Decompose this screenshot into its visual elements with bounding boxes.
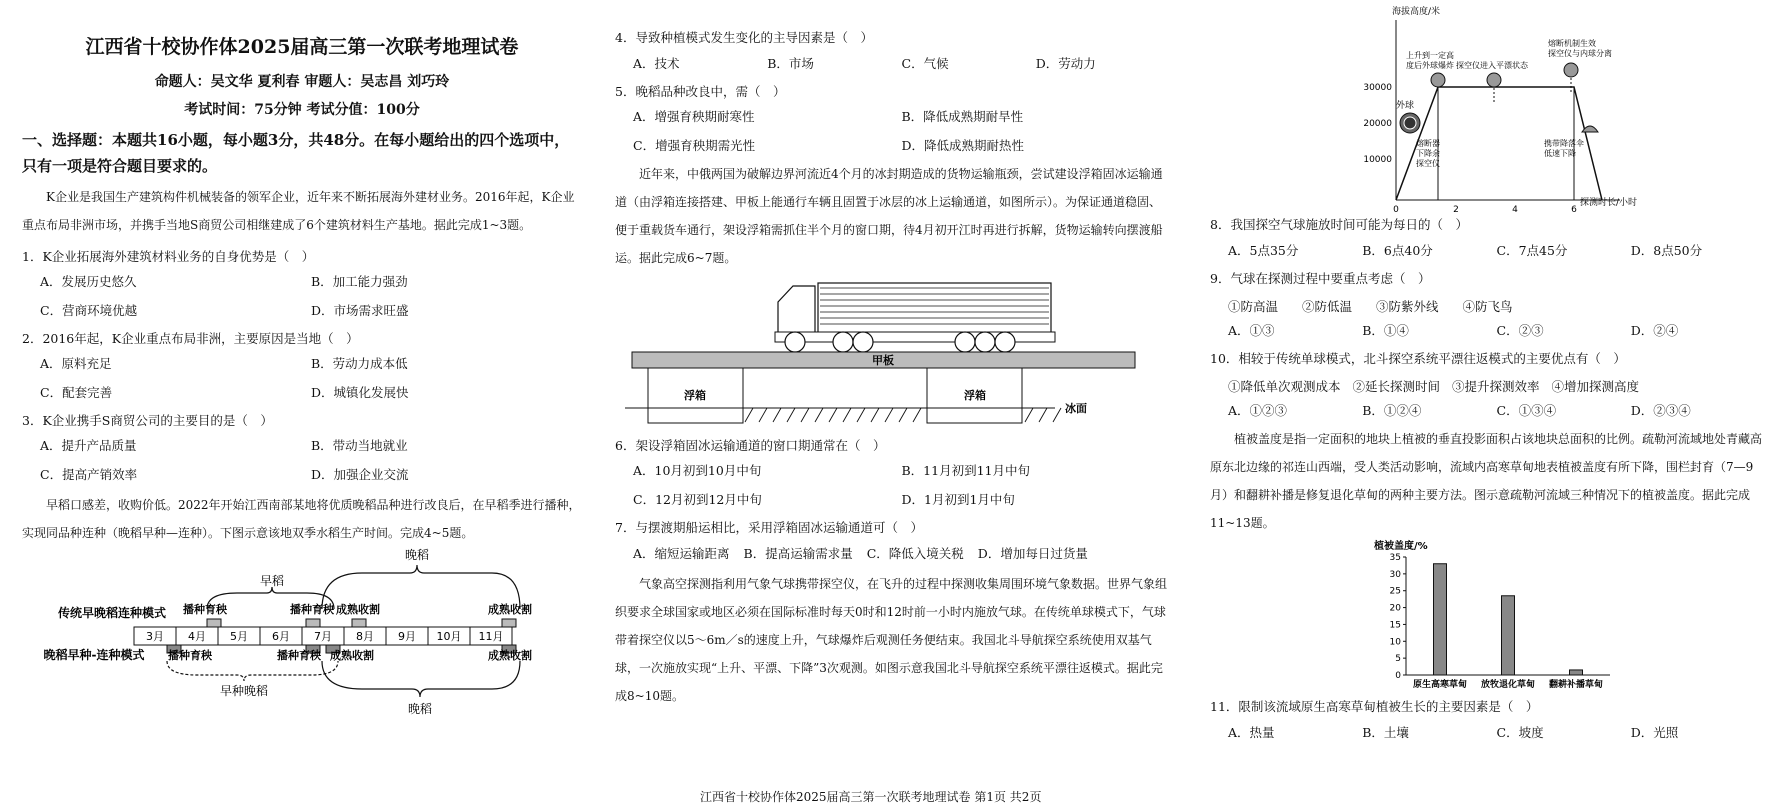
label-early-late-rice: 早种晚稻 (219, 684, 269, 698)
exam-info: 考试时间：75分钟 考试分值：100分 (184, 102, 420, 118)
passage-vegetation: 植被盖度是指一定面积的地块上植被的垂直投影面积占该地块总面积的比例。疏勒河流域地处青藏高原东北边缘的祁连山西端，受人类活动影响，流域内高寒草甸地表植被盖度有所下降，围栏封育（7—9月）和翻耕补播是修复退化草甸的两种主要方法。图示意疏勒河流域三种情况下的植被盖度。据此完成11~13题。 (1210, 432, 1763, 530)
passage-ice: 近年来，中俄两国为破解边界河流近4个月的冰封期造成的货物运输瓶颈，尝试建设浮箱固冰运输通道（由浮箱连接搭建、甲板上能通行车辆且固置于冰层的冰上运输通道，如图所示）。为保证通道稳固、便于重载货车通行，架设浮箱需抓住半个月的窗口期，待4月初开江时再进行拆解，货物运输转向摆渡船运。据此完成6~7题。 (615, 167, 1163, 265)
question-7-options (615, 544, 1170, 564)
option[interactable]: C．增强育秧期需光性 (633, 138, 756, 153)
section-heading-line2: 只有一项是符合题目要求的。 (22, 157, 218, 175)
option[interactable]: A．原料充足 (40, 356, 112, 371)
option[interactable]: A．5点35分 (1228, 243, 1299, 258)
annotation-separate-2: 探空仪与内球分离 (1548, 49, 1612, 58)
exam-title: 江西省十校协作体2025届高三第一次联考地理试卷 (85, 36, 519, 58)
ice-hatch-line (1039, 408, 1047, 422)
veg-ytick-label: 10 (1389, 637, 1401, 648)
passage-rice: 早稻口感差，收购价低。2022年开始江西南部某地将优质晚稻品种进行改良后，在早稻季进行播种，实现同品种连种（晚稻早种—连种）。下图示意该地双季水稻生产时间。完成4~5题。 (22, 498, 581, 540)
ice-hatch-line (829, 408, 837, 422)
option[interactable]: D．市场需求旺盛 (311, 303, 409, 318)
option[interactable]: D．增加每日过货量 (977, 546, 1088, 561)
balloon-ytick: 10000 (1363, 155, 1392, 165)
month-label: 5月 (230, 630, 248, 643)
option[interactable]: C．气候 (901, 56, 949, 71)
label-sow2-bottom: 播种育秧 (277, 649, 321, 662)
brace-early-late-rice (167, 661, 338, 681)
question-1-options (22, 272, 582, 321)
option[interactable]: A．10月初到10月中旬 (633, 463, 762, 478)
option[interactable]: D．光照 (1630, 725, 1679, 740)
option[interactable]: B．加工能力强劲 (311, 274, 408, 289)
question-4-options (615, 54, 1170, 74)
float-box-right-label: 浮箱 (964, 389, 986, 402)
question-7: 7．与摆渡期船运相比，采用浮箱固冰运输通道可（ ） (615, 520, 923, 535)
question-11-options (1210, 723, 1765, 743)
ice-hatch-line (899, 408, 907, 422)
row-label-new: 晚稻早种-连种模式 (43, 648, 145, 662)
item: ③防紫外线 (1376, 299, 1439, 314)
option[interactable]: D．8点50分 (1630, 243, 1703, 258)
brace-late-rice-bottom (322, 661, 520, 697)
label-drop: 下降余 (1416, 149, 1440, 158)
veg-ytick-label: 5 (1395, 654, 1401, 665)
vegetation-bar-chart (1210, 537, 1765, 697)
deck-label: 甲板 (872, 354, 894, 367)
annotation-descend-2: 低速下降 (1544, 149, 1576, 158)
label-early-rice: 早稻 (259, 574, 285, 588)
ice-hatch-line (1053, 408, 1061, 422)
option[interactable]: D．②③④ (1630, 403, 1691, 418)
balloon-at-peak (1431, 73, 1445, 87)
label-outer-balloon: 外球 (1396, 101, 1415, 111)
balloon-floating (1487, 73, 1501, 87)
passage-balloon: 气象高空探测指利用气象气球携带探空仪，在飞升的过程中探测收集周围环境气象数据。世界气象组织要求全球国家或地区必须在国际标准时每天0时和12时前一小时内施放气球。在传统单球模式下，气球带着探空仪以5～6m／s的速度上升，气球爆炸后观测任务便结束。我国北斗导航探空系统使用双基气球，一次施放实现“上升、平漂、下降”3次观测。如图示意我国北斗导航探空系统平漂往返模式。据此完成8~10题。 (615, 577, 1168, 703)
column-left (22, 0, 582, 717)
item: ②延长探测时间 (1352, 379, 1441, 394)
balloon-xtick: 2 (1453, 205, 1459, 215)
month-label: 8月 (356, 630, 374, 643)
question-2: 2．2016年起，K企业重点布局非洲，主要原因是当地（ ） (22, 331, 359, 346)
question-6-options (615, 461, 1170, 510)
label-sow1-bottom: 播种育秧 (168, 649, 212, 662)
month-label: 11月 (478, 630, 504, 643)
truck-trailer (818, 283, 1051, 335)
passage-k: K企业是我国生产建筑构件机械装备的领军企业，近年来不断拓展海外建材业务。2016年起，K企业重点布局非洲市场，并携手当地S商贸公司相继建成了6个建筑材料生产基地。据此完成1~3题。 (22, 190, 575, 232)
veg-ytick-label: 20 (1389, 603, 1401, 614)
option[interactable]: B．①④ (1362, 323, 1409, 338)
question-8: 8．我国探空气球施放时间可能为每日的（ ） (1210, 217, 1468, 232)
item: ④增加探测高度 (1551, 379, 1640, 394)
float-box-left-label: 浮箱 (684, 389, 706, 402)
option[interactable]: C．营商环境优越 (40, 303, 138, 318)
rice-timeline-figure (22, 547, 582, 717)
option[interactable]: C．配套完善 (40, 385, 113, 400)
ice-hatch-line (1025, 408, 1033, 422)
question-10: 10．相较于传统单球模式，北斗探空系统平漂往返模式的主要优点有（ ） (1210, 351, 1626, 366)
ice-hatch-line (815, 408, 823, 422)
ice-hatch-line (913, 408, 921, 422)
row-label-traditional: 传统早晚稻连种模式 (57, 606, 167, 620)
option[interactable]: C．降低入境关税 (866, 546, 964, 561)
veg-bar (1434, 564, 1447, 675)
ice-hatch-line (801, 408, 809, 422)
veg-ytick-label: 30 (1389, 569, 1401, 580)
annotation-burst-1: 上升到一定高 (1406, 51, 1454, 60)
question-6: 6．架设浮箱固冰运输通道的窗口期通常在（ ） (615, 438, 886, 453)
balloon-ytick: 20000 (1363, 119, 1392, 129)
balloon-xlabel: 探测时长/小时 (1580, 198, 1638, 208)
marker-harvest2-top (502, 619, 516, 627)
column-middle (615, 0, 1170, 710)
section-heading-line1: 一、选择题：本题共16小题，每小题3分，共48分。在每小题给出的四个选项中， (22, 131, 570, 149)
veg-ytick-label: 15 (1389, 620, 1401, 631)
option[interactable]: B．劳动力成本低 (311, 356, 408, 371)
balloon-xtick: 4 (1512, 205, 1518, 215)
option[interactable]: B．11月初到11月中旬 (901, 463, 1030, 478)
option[interactable]: D．劳动力 (1035, 56, 1096, 71)
option[interactable]: B．市场 (767, 56, 814, 71)
option[interactable]: B．提高运输需求量 (743, 546, 853, 561)
section-heading (22, 127, 582, 179)
item: ②防低温 (1302, 299, 1353, 314)
question-11: 11．限制该流域原生高寒草甸植被生长的主要因素是（ ） (1210, 699, 1539, 714)
inner-balloon (1404, 117, 1416, 129)
option[interactable]: C．坡度 (1496, 725, 1544, 740)
annotation-descend-1: 携带降落伞 (1544, 139, 1584, 148)
ice-hatch-line (787, 408, 795, 422)
month-label: 7月 (314, 630, 332, 643)
balloon-xtick: 0 (1393, 205, 1399, 215)
question-3: 3．K企业携手S商贸公司的主要目的是（ ） (22, 413, 273, 428)
balloon-ytick: 30000 (1363, 83, 1392, 93)
option[interactable]: B．土壤 (1362, 725, 1409, 740)
question-4: 4．导致种植模式发生变化的主导因素是（ ） (615, 30, 873, 45)
balloon-flight-figure (1210, 0, 1765, 215)
question-3-options (22, 436, 582, 485)
option[interactable]: C．提高产销效率 (40, 467, 138, 482)
label-sow2-top: 播种育秧 (290, 603, 334, 616)
balloon-ylabel: 海拔高度/米 (1392, 7, 1441, 17)
marker-sow1-top (207, 619, 221, 627)
option[interactable]: A．提升产品质量 (40, 438, 137, 453)
label-late-rice-bottom: 晚稻 (407, 702, 433, 716)
month-label: 3月 (146, 630, 164, 643)
option[interactable]: A．①②③ (1228, 403, 1288, 418)
ice-hatch-line (773, 408, 781, 422)
option[interactable]: A．技术 (633, 56, 680, 71)
option[interactable]: A．热量 (1228, 725, 1275, 740)
label-probe: 探空仪 (1416, 159, 1440, 168)
month-label: 4月 (188, 630, 206, 643)
veg-category-label: 放牧退化草甸 (1480, 680, 1536, 690)
item: ①防高温 (1228, 299, 1279, 314)
option[interactable]: D．加强企业交流 (311, 467, 409, 482)
veg-ytick-label: 25 (1389, 586, 1401, 597)
month-label: 10月 (436, 630, 462, 643)
item: ④防飞鸟 (1462, 299, 1513, 314)
annotation-float: 探空仪进入平漂状态 (1456, 61, 1528, 70)
annotation-separate-1: 熔断机制生效 (1548, 39, 1596, 48)
label-harvest1-top: 成熟收割 (336, 603, 380, 616)
option[interactable]: C．12月初到12月中旬 (633, 492, 762, 507)
option[interactable]: A．发展历史悠久 (40, 274, 137, 289)
veg-chart-bars (1413, 564, 1603, 690)
veg-ytick-label: 35 (1389, 553, 1401, 563)
label-sow1-top: 播种育秧 (183, 603, 227, 616)
ice-hatch-line (871, 408, 879, 422)
marker-harvest1-top (352, 619, 366, 627)
veg-bar (1570, 670, 1583, 675)
month-label: 9月 (398, 630, 416, 643)
ice-hatch-line (745, 408, 753, 422)
option[interactable]: C．7点45分 (1496, 243, 1568, 258)
veg-bar (1502, 596, 1515, 675)
ice-hatch-line (843, 408, 851, 422)
veg-ytick-label: 0 (1395, 671, 1401, 681)
month-label: 6月 (272, 630, 290, 643)
question-2-options (22, 354, 582, 403)
label-fuse: 熔断器 (1416, 139, 1440, 148)
month-axis (134, 627, 512, 645)
option[interactable]: C．②③ (1496, 323, 1544, 338)
option[interactable]: A．缩短运输距离 (633, 546, 730, 561)
veg-category-label: 原生高寒草甸 (1412, 680, 1468, 690)
balloon-separation (1564, 63, 1578, 77)
annotation-burst-2: 度后外球爆炸 (1406, 61, 1454, 70)
option[interactable]: A．①③ (1228, 323, 1275, 338)
ice-hatch-line (857, 408, 865, 422)
ice-surface-label: 冰面 (1065, 402, 1087, 415)
option[interactable]: B．6点40分 (1362, 243, 1433, 258)
question-10-options (1210, 401, 1765, 421)
question-5-options (615, 107, 1170, 156)
option[interactable]: B．①②④ (1362, 403, 1422, 418)
label-harvest1-bottom: 成熟收割 (330, 649, 374, 662)
ice-hatch-line (885, 408, 893, 422)
question-1: 1．K企业拓展海外建筑材料业务的自身优势是（ ） (22, 249, 315, 264)
label-late-rice-top: 晚稻 (404, 548, 430, 562)
option[interactable]: D．②④ (1630, 323, 1679, 338)
question-5: 5．晚稻品种改良中，需（ ） (615, 84, 786, 99)
question-8-options (1210, 241, 1765, 261)
question-10-items (1210, 377, 1765, 395)
question-9: 9．气球在探测过程中要重点考虑（ ） (1210, 271, 1431, 286)
marker-sow2-top (306, 619, 320, 627)
question-9-items (1210, 297, 1765, 315)
option[interactable]: A．增强育秧期耐寒性 (633, 109, 755, 124)
column-right (1210, 0, 1765, 743)
question-9-options (1210, 321, 1765, 341)
option[interactable]: B．带动当地就业 (311, 438, 408, 453)
option[interactable]: D．1月初到1月中旬 (901, 492, 1015, 507)
item: ③提升探测效率 (1452, 379, 1540, 394)
veg-category-label: 翻耕补播草甸 (1548, 680, 1604, 690)
option[interactable]: D．降低成熟期耐热性 (901, 138, 1025, 153)
balloon-xtick: 6 (1571, 205, 1577, 215)
option[interactable]: C．①③④ (1496, 403, 1557, 418)
option[interactable]: D．城镇化发展快 (311, 385, 409, 400)
ice-hatch-line (759, 408, 767, 422)
page-footer: 江西省十校协作体2025届高三第一次联考地理试卷 第1页 共2页 (700, 790, 1042, 804)
ice-bridge-figure (615, 272, 1170, 432)
veg-chart-axes (1390, 553, 1610, 681)
veg-chart-ylabel: 植被盖度/% (1374, 541, 1428, 552)
option[interactable]: B．降低成熟期耐旱性 (901, 109, 1024, 124)
item: ①降低单次观测成本 (1228, 379, 1341, 394)
label-harvest2-bottom: 成熟收割 (488, 649, 532, 662)
exam-authors: 命题人：吴文华 夏利春 审题人：吴志昌 刘巧玲 (154, 74, 450, 90)
label-harvest2-top: 成熟收割 (488, 603, 532, 616)
